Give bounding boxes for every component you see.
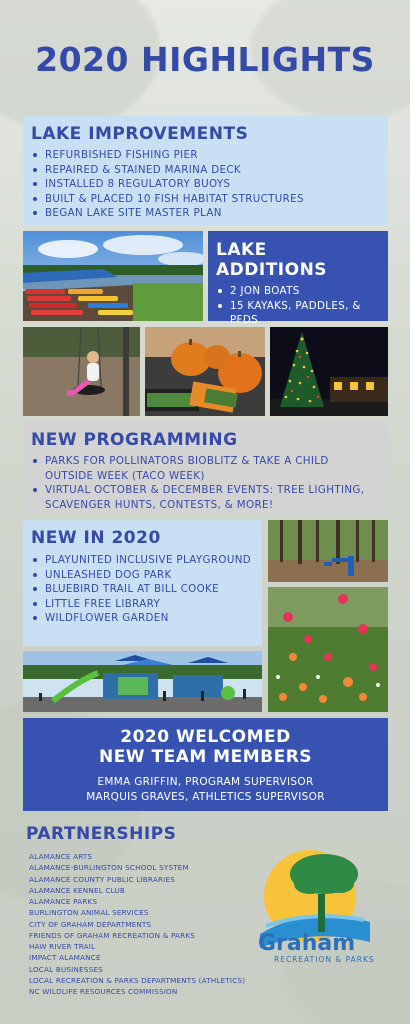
list-item: ALAMANCE-BURLINGTON SCHOOL SYSTEM [29, 863, 189, 873]
partnerships-heading: PARTNERSHIPS [26, 824, 177, 844]
list-item: UNLEASHED DOG PARK [31, 568, 256, 583]
new-programming-heading: NEW PROGRAMMING [31, 430, 238, 450]
logo-wordmark: Graham [258, 931, 356, 956]
list-item: VIRTUAL OCTOBER & DECEMBER EVENTS: TREE LIGHTING, SCAVENGER HUNTS, CONTESTS, & MORE! [31, 483, 380, 512]
list-item: BLUEBIRD TRAIL AT BILL COOKE [31, 582, 256, 597]
list-item: REPAIRED & STAINED MARINA DECK [31, 163, 388, 178]
list-item: WILDFLOWER GARDEN [31, 611, 256, 626]
team-member: EMMA GRIFFIN, PROGRAM SUPERVISOR [97, 776, 314, 788]
playground-photo [23, 651, 262, 712]
list-item: LOCAL BUSINESSES [29, 964, 103, 974]
list-item: IMPACT ALAMANCE [29, 953, 101, 963]
list-item: BEGAN LAKE SITE MASTER PLAN [31, 206, 388, 221]
christmas-tree-photo [270, 327, 388, 416]
team-heading-line1: 2020 WELCOMED [120, 727, 291, 747]
kayak-marina-photo [23, 231, 203, 321]
partnerships-list [29, 851, 269, 997]
list-item: LITTLE FREE LIBRARY [31, 597, 256, 612]
team-member: MARQUIS GRAVES, ATHLETICS SUPERVISOR [86, 791, 325, 803]
lake-additions-heading: LAKE ADDITIONS [216, 240, 328, 280]
new-in-2020-list [31, 553, 256, 626]
new-in-2020-heading: NEW IN 2020 [31, 528, 161, 548]
list-item: ALAMANCE KENNEL CLUB [29, 885, 126, 895]
list-item: REFURBISHED FISHING PIER [31, 148, 388, 163]
new-team-members-box [23, 718, 388, 811]
list-item: ALAMANCE PARKS [29, 897, 98, 906]
lake-additions-box [208, 231, 388, 327]
new-in-2020-box [23, 520, 262, 646]
lake-improvements-box [23, 116, 388, 225]
graham-recreation-parks-logo [252, 844, 387, 969]
dog-park-photo [268, 520, 388, 582]
list-item: LOCAL RECREATION & PARKS DEPARTMENTS (ATHLETICS) [29, 975, 246, 985]
logo-tagline: RECREATION & PARKS [274, 955, 375, 964]
list-item: HAW RIVER TRAIL [29, 942, 96, 951]
lake-improvements-heading: LAKE IMPROVEMENTS [31, 124, 249, 144]
list-item: PLAYUNITED INCLUSIVE PLAYGROUND [31, 553, 256, 568]
list-item: 15 KAYAKS, PADDLES, & PFDS [216, 299, 380, 328]
list-item: FRIENDS OF GRAHAM RECREATION & PARKS [29, 930, 196, 940]
list-item: BURLINGTON ANIMAL SERVICES [29, 908, 149, 918]
list-item: ALAMANCE COUNTY PUBLIC LIBRARIES [29, 874, 175, 884]
child-swing-photo [23, 327, 140, 416]
list-item: BUILT & PLACED 10 FISH HABITAT STRUCTURES [31, 192, 388, 207]
team-heading-line2: NEW TEAM MEMBERS [98, 747, 313, 767]
list-item: NC WILDLIFE RESOURCES COMMISSION [29, 987, 178, 996]
page-title: 2020 HIGHLIGHTS [35, 40, 375, 79]
lake-additions-list [216, 284, 380, 328]
pumpkins-photo [145, 327, 265, 416]
list-item: INSTALLED 8 REGULATORY BUOYS [31, 177, 388, 192]
list-item: ALAMANCE ARTS [29, 852, 93, 861]
new-programming-box [23, 422, 388, 514]
list-item: 2 JON BOATS [216, 284, 380, 299]
lake-improvements-list [31, 148, 388, 221]
wildflower-garden-photo [268, 587, 388, 712]
new-programming-list [31, 454, 380, 512]
list-item: CITY OF GRAHAM DEPARTMENTS [29, 919, 152, 929]
list-item: PARKS FOR POLLINATORS BIOBLITZ & TAKE A CHILD OUTSIDE WEEK (TACO WEEK) [31, 454, 380, 483]
